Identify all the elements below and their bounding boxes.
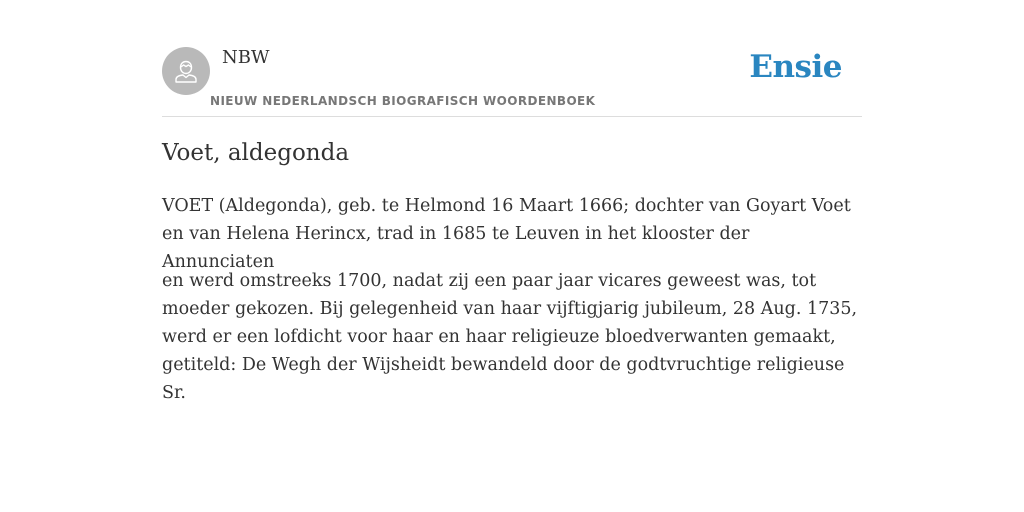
article-paragraph-2: en werd omstreeks 1700, nadat zij een paar jaar vicares geweest was, tot moeder gekozen. Bij gelegenheid van haar vijftigjarig jubileum, 28 Aug. 1735, werd er een lofdicht voor haar en haar religieuze bloedverwanten gemaakt, getiteld: De Wegh der Wijsheidt bewandeld door de godtvruchtige religieuse Sr. — [162, 271, 858, 403]
source-name[interactable]: NBW — [222, 47, 270, 68]
article-paragraph-1: VOET (Aldegonda), geb. te Helmond 16 Maart 1666; dochter van Goyart Voet en van Helena Herincx, trad in 1685 te Leuven in het klooster der Annunciaten — [162, 196, 851, 272]
source-header — [162, 0, 862, 117]
source-full-name: NIEUW NEDERLANDSCH BIOGRAFISCH WOORDENBOEK — [210, 94, 596, 108]
article-title: Voet, aldegonda — [162, 140, 350, 166]
avatar[interactable] — [162, 47, 210, 95]
ensie-logo-link[interactable]: Ensie — [749, 49, 842, 85]
user-icon — [171, 56, 201, 86]
page-container — [162, 0, 862, 403]
